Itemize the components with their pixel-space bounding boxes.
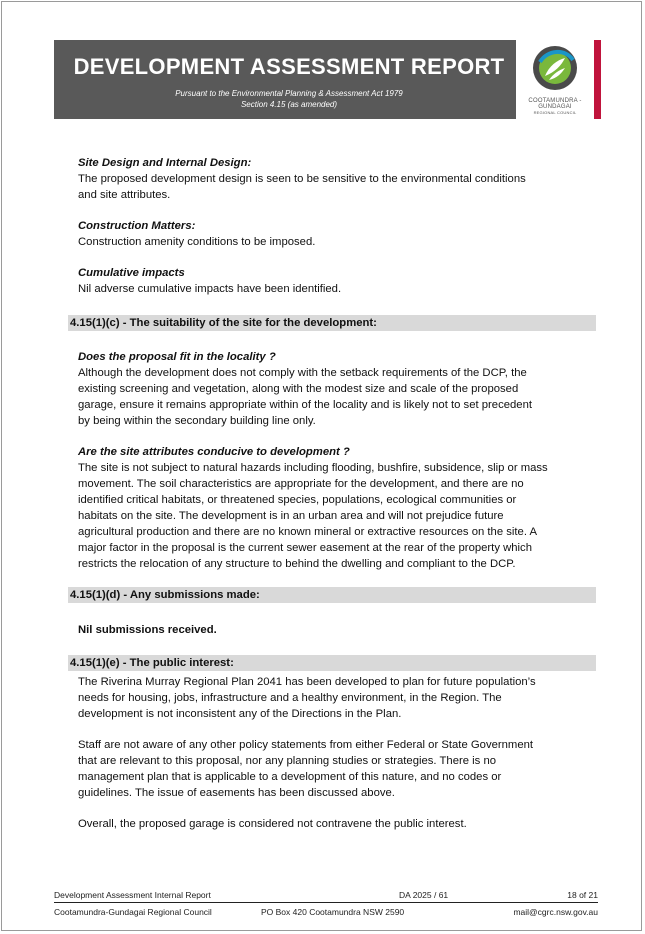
council-logo [516, 40, 594, 119]
report-subtitle-section: Section 4.15 (as amended) [240, 100, 338, 109]
attributes-text-4: habitats on the site. The development is in an urban area and will not prejudice future [78, 510, 504, 522]
footer-po-box: PO Box 420 Cootamundra NSW 2590 [261, 907, 405, 917]
locality-heading: Does the proposal fit in the locality ? [78, 351, 276, 363]
staff-text-1: Staff are not aware of any other policy statements from either Federal or State Government [78, 739, 534, 751]
report-banner [54, 40, 601, 119]
logo-text-line-1: COOTAMUNDRA - [528, 98, 582, 104]
site-design-text-1: The proposed development design is seen to be sensitive to the environmental conditions [78, 173, 526, 185]
report-title: DEVELOPMENT ASSESSMENT REPORT [73, 54, 505, 79]
footer-email: mail@cgrc.nsw.gov.au [513, 907, 598, 917]
public-interest-text-1: The Riverina Murray Regional Plan 2041 has been developed to plan for future population’s [78, 676, 536, 688]
construction-heading: Construction Matters: [78, 220, 196, 232]
report-subtitle-act: Pursuant to the Environmental Planning & Assessment Act 1979 [175, 89, 403, 98]
public-interest-text-2: needs for housing, jobs, infrastructure and a healthy environment, in the Region. The [78, 692, 502, 704]
footer-da-number: DA 2025 / 61 [399, 890, 449, 900]
footer-row-1 [54, 888, 598, 903]
section-e-bar: 4.15(1)(e) - The public interest: [68, 655, 596, 671]
locality-text-2: existing screening and vegetation, along with the modest size and scale of the proposed [78, 383, 519, 395]
staff-text-3: management plan that is applicable to a development of this nature, and no codes or [78, 771, 502, 783]
submissions-text: Nil submissions received. [78, 624, 217, 636]
locality-text-4: by being within the secondary building line only. [78, 415, 316, 427]
cumulative-heading: Cumulative impacts [78, 267, 185, 279]
locality-text-3: garage, ensure it remains appropriate within of the locality and is likely not to set precedent [78, 399, 533, 411]
footer-council-name: Cootamundra-Gundagai Regional Council [54, 907, 212, 917]
logo-text-line-2: GUNDAGAI [538, 104, 572, 110]
footer-page-number: 18 of 21 [567, 890, 598, 900]
attributes-text-6: major factor in the proposal is the current sewer easement at the rear of the property which [78, 542, 532, 554]
section-d-bar: 4.15(1)(d) - Any submissions made: [68, 587, 596, 603]
locality-text-1: Although the development does not comply with the setback requirements of the DCP, the [78, 367, 527, 379]
construction-text-1: Construction amenity conditions to be imposed. [78, 236, 316, 248]
staff-text-2: that are relevant to this proposal, nor any planning studies or strategies. There is no [78, 755, 497, 767]
council-logo-icon [531, 44, 579, 94]
site-design-heading: Site Design and Internal Design: [78, 157, 252, 169]
staff-text-4: guidelines. The issue of easements has been discussed above. [78, 787, 395, 799]
footer-row-2 [54, 905, 598, 919]
site-design-text-2: and site attributes. [78, 189, 171, 201]
attributes-heading: Are the site attributes conducive to development ? [78, 446, 350, 458]
section-c-bar: 4.15(1)(c) - The suitability of the site for the development: [68, 315, 596, 331]
cumulative-text-1: Nil adverse cumulative impacts have been identified. [78, 283, 342, 295]
footer-report-name: Development Assessment Internal Report [54, 890, 211, 900]
attributes-text-1: The site is not subject to natural hazards including flooding, bushfire, subsidence, slip or mass [78, 462, 548, 474]
attributes-text-2: movement. The soil characteristics are appropriate for the development, and there are no [78, 478, 524, 490]
attributes-text-3: identified critical habitats, or threatened species, populations, ecological communities or [78, 494, 517, 506]
attributes-text-5: agricultural production and there are no known mineral or extractive resources on the site. A [78, 526, 538, 538]
public-interest-text-3: development is not inconsistent any of the Directions in the Plan. [78, 708, 402, 720]
logo-text-line-3: REGIONAL COUNCIL [533, 110, 577, 115]
overall-text: Overall, the proposed garage is considered not contravene the public interest. [78, 818, 467, 830]
attributes-text-7: restricts the relocation of any structure to behind the dwelling and compliant to the DCP. [78, 558, 516, 570]
